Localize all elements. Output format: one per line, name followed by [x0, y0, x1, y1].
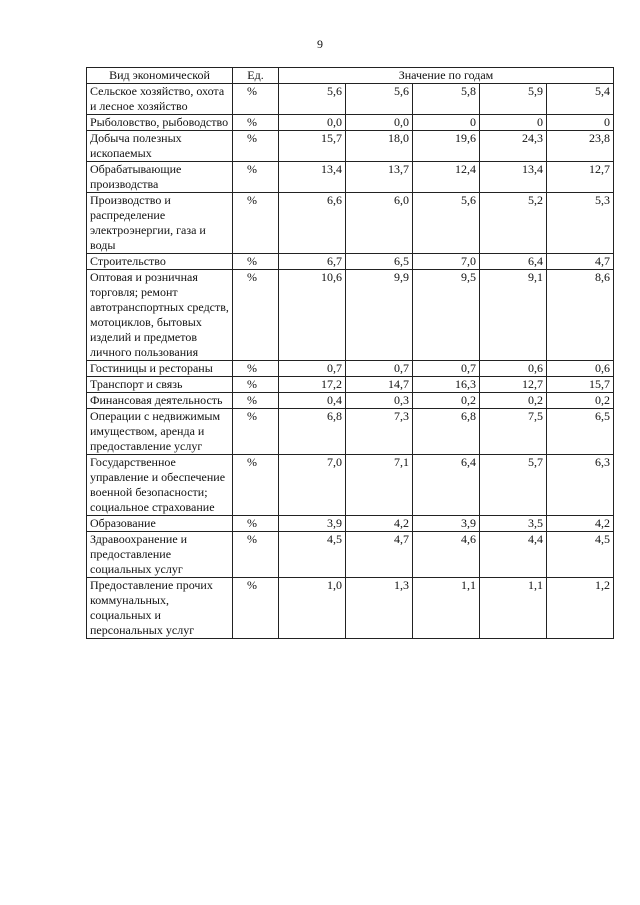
value-cell: 6,4	[413, 455, 480, 516]
value-cell: 12,7	[547, 162, 614, 193]
value-cell: 12,4	[413, 162, 480, 193]
table-row	[87, 377, 614, 393]
activity-name: Оптовая и розничная торговля; ремонт автотранспортных средств, мотоциклов, бытовых изделий и предметов личного пользования	[87, 270, 233, 361]
table-row	[87, 578, 614, 639]
value-cell: 10,6	[279, 270, 346, 361]
value-cell: 17,2	[279, 377, 346, 393]
unit-cell: %	[233, 131, 279, 162]
value-cell: 0	[413, 115, 480, 131]
unit-cell: %	[233, 270, 279, 361]
table-row	[87, 131, 614, 162]
value-cell: 5,6	[413, 193, 480, 254]
value-cell: 5,3	[547, 193, 614, 254]
value-cell: 3,9	[413, 516, 480, 532]
value-cell: 4,5	[547, 532, 614, 578]
unit-cell: %	[233, 377, 279, 393]
value-cell: 7,5	[480, 409, 547, 455]
activity-name: Рыболовство, рыбоводство	[87, 115, 233, 131]
table-row	[87, 115, 614, 131]
activity-name: Образование	[87, 516, 233, 532]
value-cell: 9,9	[346, 270, 413, 361]
value-cell: 1,2	[547, 578, 614, 639]
value-cell: 14,7	[346, 377, 413, 393]
value-cell: 1,1	[480, 578, 547, 639]
table-row	[87, 162, 614, 193]
value-cell: 15,7	[547, 377, 614, 393]
value-cell: 0,7	[346, 361, 413, 377]
unit-cell: %	[233, 361, 279, 377]
table-row	[87, 516, 614, 532]
value-cell: 5,6	[279, 84, 346, 115]
activity-name: Операции с недвижимым имуществом, аренда и предоставление услуг	[87, 409, 233, 455]
unit-cell: %	[233, 193, 279, 254]
value-cell: 6,4	[480, 254, 547, 270]
table-row	[87, 409, 614, 455]
value-cell: 5,4	[547, 84, 614, 115]
table-row	[87, 270, 614, 361]
value-cell: 6,0	[346, 193, 413, 254]
value-cell: 0,2	[547, 393, 614, 409]
value-cell: 8,6	[547, 270, 614, 361]
value-cell: 0,0	[346, 115, 413, 131]
table-row	[87, 84, 614, 115]
value-cell: 23,8	[547, 131, 614, 162]
value-cell: 5,7	[480, 455, 547, 516]
unit-cell: %	[233, 254, 279, 270]
value-cell: 1,0	[279, 578, 346, 639]
value-cell: 7,0	[279, 455, 346, 516]
header-activity: Вид экономической	[87, 68, 233, 84]
value-cell: 9,1	[480, 270, 547, 361]
activity-name: Производство и распределение электроэнергии, газа и воды	[87, 193, 233, 254]
table-row	[87, 393, 614, 409]
value-cell: 0,6	[480, 361, 547, 377]
value-cell: 7,0	[413, 254, 480, 270]
value-cell: 15,7	[279, 131, 346, 162]
value-cell: 13,4	[279, 162, 346, 193]
value-cell: 0	[547, 115, 614, 131]
value-cell: 1,3	[346, 578, 413, 639]
value-cell: 6,5	[346, 254, 413, 270]
value-cell: 13,7	[346, 162, 413, 193]
unit-cell: %	[233, 516, 279, 532]
activity-name: Гостиницы и рестораны	[87, 361, 233, 377]
value-cell: 6,3	[547, 455, 614, 516]
value-cell: 0,7	[279, 361, 346, 377]
unit-cell: %	[233, 455, 279, 516]
value-cell: 12,7	[480, 377, 547, 393]
activity-name: Строительство	[87, 254, 233, 270]
activity-name: Финансовая деятельность	[87, 393, 233, 409]
activity-name: Транспорт и связь	[87, 377, 233, 393]
value-cell: 4,7	[547, 254, 614, 270]
value-cell: 16,3	[413, 377, 480, 393]
value-cell: 4,2	[547, 516, 614, 532]
activity-name: Добыча полезных ископаемых	[87, 131, 233, 162]
unit-cell: %	[233, 84, 279, 115]
value-cell: 0,2	[413, 393, 480, 409]
value-cell: 0,4	[279, 393, 346, 409]
value-cell: 18,0	[346, 131, 413, 162]
unit-cell: %	[233, 532, 279, 578]
table-header-row	[87, 68, 614, 84]
activity-name: Обрабатывающие производства	[87, 162, 233, 193]
value-cell: 0,0	[279, 115, 346, 131]
value-cell: 7,1	[346, 455, 413, 516]
table-row	[87, 361, 614, 377]
unit-cell: %	[233, 162, 279, 193]
value-cell: 0,2	[480, 393, 547, 409]
value-cell: 4,6	[413, 532, 480, 578]
table-row	[87, 193, 614, 254]
activity-name: Сельское хозяйство, охота и лесное хозяйство	[87, 84, 233, 115]
value-cell: 4,2	[346, 516, 413, 532]
unit-cell: %	[233, 578, 279, 639]
value-cell: 19,6	[413, 131, 480, 162]
value-cell: 13,4	[480, 162, 547, 193]
value-cell: 9,5	[413, 270, 480, 361]
header-unit: Ед.	[233, 68, 279, 84]
value-cell: 1,1	[413, 578, 480, 639]
activity-name: Государственное управление и обеспечение военной безопасности; социальное страхование	[87, 455, 233, 516]
value-cell: 0,3	[346, 393, 413, 409]
value-cell: 3,5	[480, 516, 547, 532]
value-cell: 4,5	[279, 532, 346, 578]
header-values: Значение по годам	[279, 68, 614, 84]
unit-cell: %	[233, 115, 279, 131]
value-cell: 7,3	[346, 409, 413, 455]
activity-name: Здравоохранение и предоставление социальных услуг	[87, 532, 233, 578]
value-cell: 4,4	[480, 532, 547, 578]
activity-name: Предоставление прочих коммунальных, социальных и персональных услуг	[87, 578, 233, 639]
value-cell: 6,8	[413, 409, 480, 455]
value-cell: 24,3	[480, 131, 547, 162]
unit-cell: %	[233, 393, 279, 409]
table-row	[87, 532, 614, 578]
value-cell: 5,9	[480, 84, 547, 115]
economic-activity-table	[86, 67, 614, 639]
value-cell: 6,8	[279, 409, 346, 455]
value-cell: 5,6	[346, 84, 413, 115]
value-cell: 0	[480, 115, 547, 131]
value-cell: 6,5	[547, 409, 614, 455]
page-number: 9	[317, 37, 323, 51]
value-cell: 0,6	[547, 361, 614, 377]
value-cell: 6,6	[279, 193, 346, 254]
table-row	[87, 455, 614, 516]
table-row	[87, 254, 614, 270]
value-cell: 3,9	[279, 516, 346, 532]
value-cell: 4,7	[346, 532, 413, 578]
value-cell: 5,2	[480, 193, 547, 254]
value-cell: 5,8	[413, 84, 480, 115]
unit-cell: %	[233, 409, 279, 455]
value-cell: 0,7	[413, 361, 480, 377]
value-cell: 6,7	[279, 254, 346, 270]
